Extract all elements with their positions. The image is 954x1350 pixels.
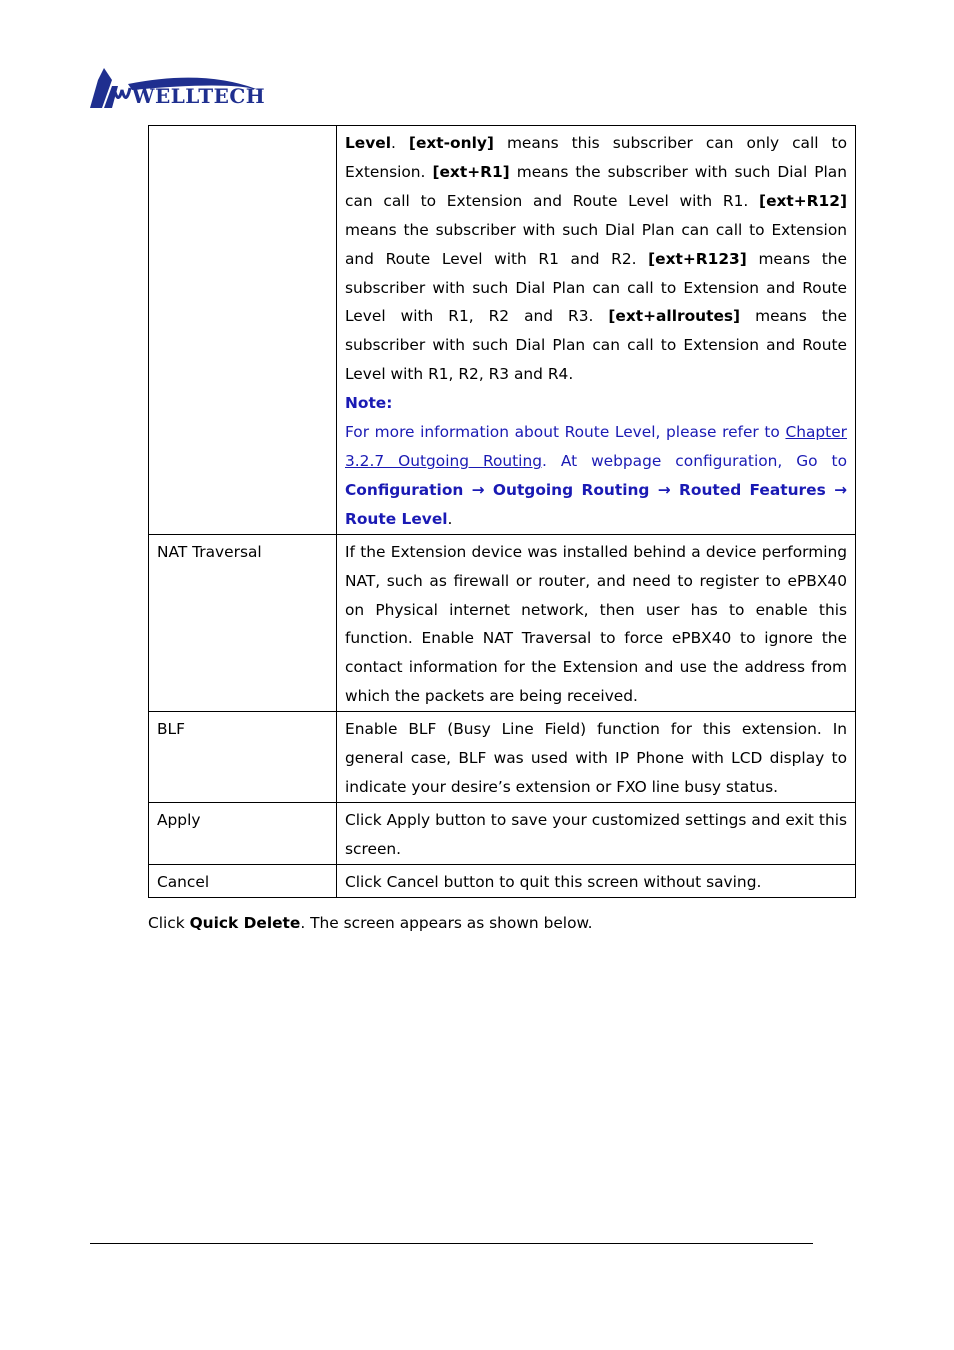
table-cell-desc: Click Apply button to save your customized settings and exit this screen. xyxy=(337,802,856,864)
arrow-right-icon: → xyxy=(649,480,680,499)
table-row xyxy=(149,712,856,803)
table-cell-desc: If the Extension device was installed behind a device performing NAT, such as firewall or router, and need to register to ePBX40 on Physical internet network, then user has to enable this function. Enable NAT Traversal to force ePBX40 to ignore the contact information for the Extension and use the address from which the packets are being received. xyxy=(337,534,856,711)
table-row xyxy=(149,126,856,535)
table-row xyxy=(149,802,856,864)
body-paragraph: Click Quick Delete. The screen appears as shown below. xyxy=(148,914,593,932)
note-text: For more information about Route Level, please refer to Chapter 3.2.7 Outgoing Routing. At webpage configuration, Go to Configuration → Outgoing Routing → Routed Features → Route Level xyxy=(345,423,848,528)
table-cell-desc: Click Cancel button to quit this screen without saving. xyxy=(337,864,856,897)
logo-text: WELLTECH xyxy=(132,84,266,108)
table-cell-label: Apply xyxy=(149,802,337,864)
chapter-link[interactable]: Chapter 3.2.7 Outgoing Routing xyxy=(345,423,847,470)
table-cell-label xyxy=(149,126,337,535)
table-cell-desc: Enable BLF (Busy Line Field) function for this extension. In general case, BLF was used with IP Phone with LCD display to indicate your desire’s extension or FXO line busy status. xyxy=(337,712,856,803)
parameter-table xyxy=(148,125,856,898)
table-row xyxy=(149,864,856,897)
table-row xyxy=(149,534,856,711)
table-cell-label: NAT Traversal xyxy=(149,534,337,711)
arrow-right-icon: → xyxy=(825,480,847,499)
arrow-right-icon: → xyxy=(463,480,493,499)
table-cell-label: Cancel xyxy=(149,864,337,897)
table-cell-label: BLF xyxy=(149,712,337,803)
footer-divider xyxy=(90,1243,813,1244)
note-label: Note: xyxy=(345,394,393,413)
table-cell-desc: Level. [ext-only] means this subscriber can only call to Extension. [ext+R1] means the subscriber with such Dial Plan can call to Extension and Route Level with R1. [ext+R12] means the subscriber with such Dial Plan can call to Extension and Route Level with R1 and R2. [ext+R123] means the subscriber with such Dial Plan can call to Extension and Route Level with R1, R2 and R3. [ext+allroutes] means the subscriber with such Dial Plan can call to Extension and Route Level with R1, R2, R3 and R4. Note: For more information about Route Level, please refer to Chapter 3.2.7 Outgoing Routing. At webpage configuration, Go to Configuration → Outgoing Routing → Routed Features → Route Level. xyxy=(337,126,856,535)
